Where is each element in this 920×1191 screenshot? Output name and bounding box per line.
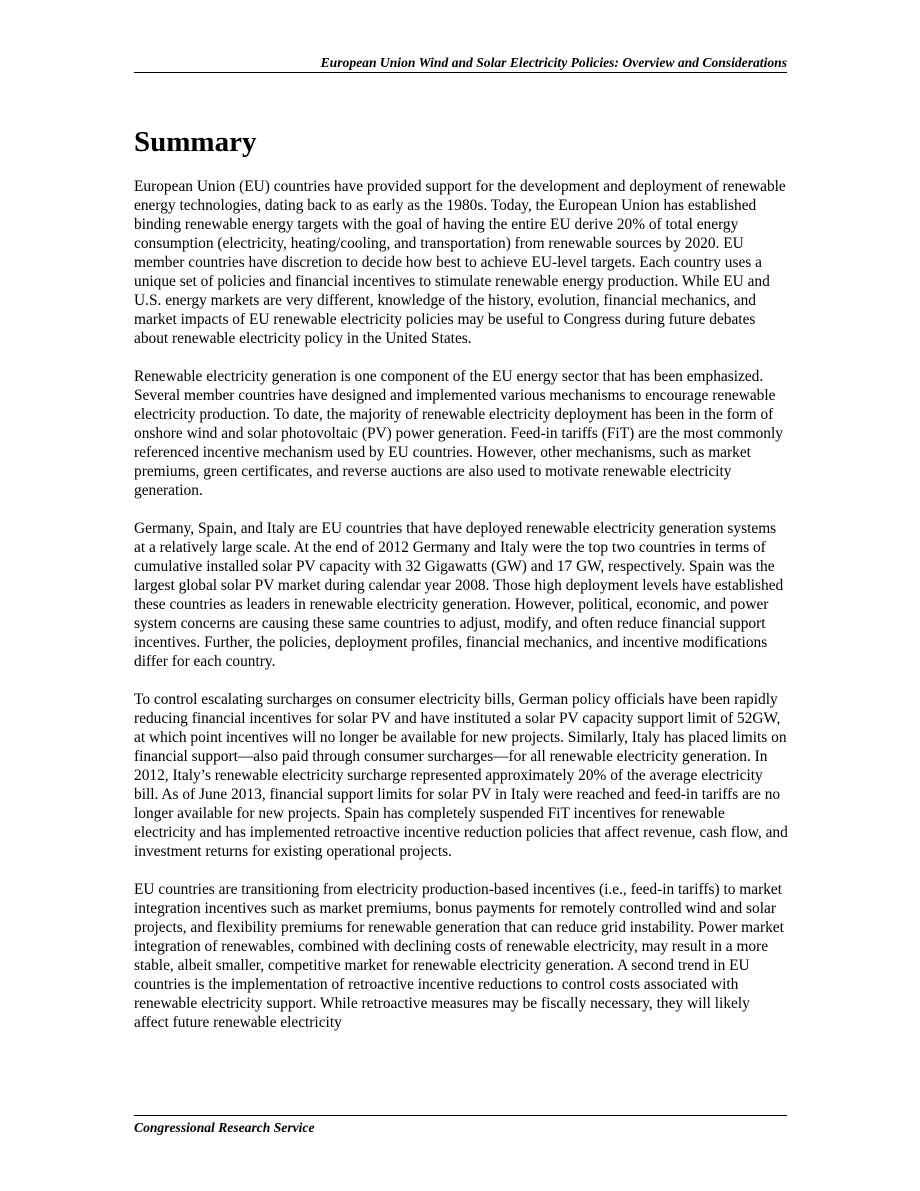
header-divider: [134, 72, 787, 73]
paragraph: European Union (EU) countries have provided support for the development and deployment of renewable energy technologies, dating back to as early as the 1980s. Today, the European Union has established binding renewable energy targets with the goal of having the entire EU derive 20% of total energy consumption (electricity, heating/cooling, and transportation) from renewable sources by 2020. EU member countries have discretion to decide how best to achieve EU-level targets. Each country uses a unique set of policies and financial incentives to stimulate renewable energy production. While EU and U.S. energy markets are very different, knowledge of the history, evolution, financial mechanics, and market impacts of EU renewable electricity policies may be useful to Congress during future debates about renewable electricity policy in the United States.: [134, 178, 786, 347]
paragraph: Renewable electricity generation is one component of the EU energy sector that has been emphasized. Several member countries have designed and implemented various mechanisms to encourage renewable electricity production. To date, the majority of renewable electricity deployment has been in the form of onshore wind and solar photovoltaic (PV) power generation. Feed-in tariffs (FiT) are the most commonly referenced incentive mechanism used by EU countries. However, other mechanisms, such as market premiums, green certificates, and reverse auctions are also used to motivate renewable electricity generation.: [134, 368, 783, 499]
paragraph: EU countries are transitioning from electricity production-based incentives (i.e., feed-in tariffs) to market integration incentives such as market premiums, bonus payments for remotely controlled wind and solar projects, and flexibility premiums for renewable generation that can reduce grid instability. Power market integration of renewables, combined with declining costs of renewable electricity, may result in a more stable, albeit smaller, competitive market for renewable electricity generation. A second trend in EU countries is the implementation of retroactive incentive reductions to control costs associated with renewable electricity support. While retroactive measures may be fiscally necessary, they will likely affect future renewable electricity: [134, 881, 784, 1031]
document-body: [134, 177, 788, 1051]
section-heading: Summary: [134, 126, 257, 158]
paragraph: To control escalating surcharges on consumer electricity bills, German policy officials have been rapidly reducing financial incentives for solar PV and have instituted a solar PV capacity support limit of 52GW, at which point incentives will no longer be available for new projects. Similarly, Italy has placed limits on financial support—also paid through consumer surcharges—for all renewable electricity generation. In 2012, Italy’s renewable electricity surcharge represented approximately 20% of the average electricity bill. As of June 2013, financial support limits for solar PV in Italy were reached and feed-in tariffs are no longer available for new projects. Spain has completely suspended FiT incentives for renewable electricity and has implemented retroactive incentive reduction policies that affect revenue, cash flow, and investment returns for existing operational projects.: [134, 691, 788, 860]
paragraph: Germany, Spain, and Italy are EU countries that have deployed renewable electricity generation systems at a relatively large scale. At the end of 2012 Germany and Italy were the top two countries in terms of cumulative installed solar PV capacity with 32 Gigawatts (GW) and 17 GW, respectively. Spain was the largest global solar PV market during calendar year 2008. Those high deployment levels have established these countries as leaders in renewable electricity generation. However, political, economic, and power system concerns are causing these same countries to adjust, modify, and often reduce financial support incentives. Further, the policies, deployment profiles, financial mechanics, and incentive modifications differ for each country.: [134, 520, 784, 670]
running-footer: Congressional Research Service: [134, 1120, 315, 1135]
footer-divider: [134, 1115, 787, 1116]
running-header: European Union Wind and Solar Electricity Policies: Overview and Considerations: [320, 55, 787, 70]
